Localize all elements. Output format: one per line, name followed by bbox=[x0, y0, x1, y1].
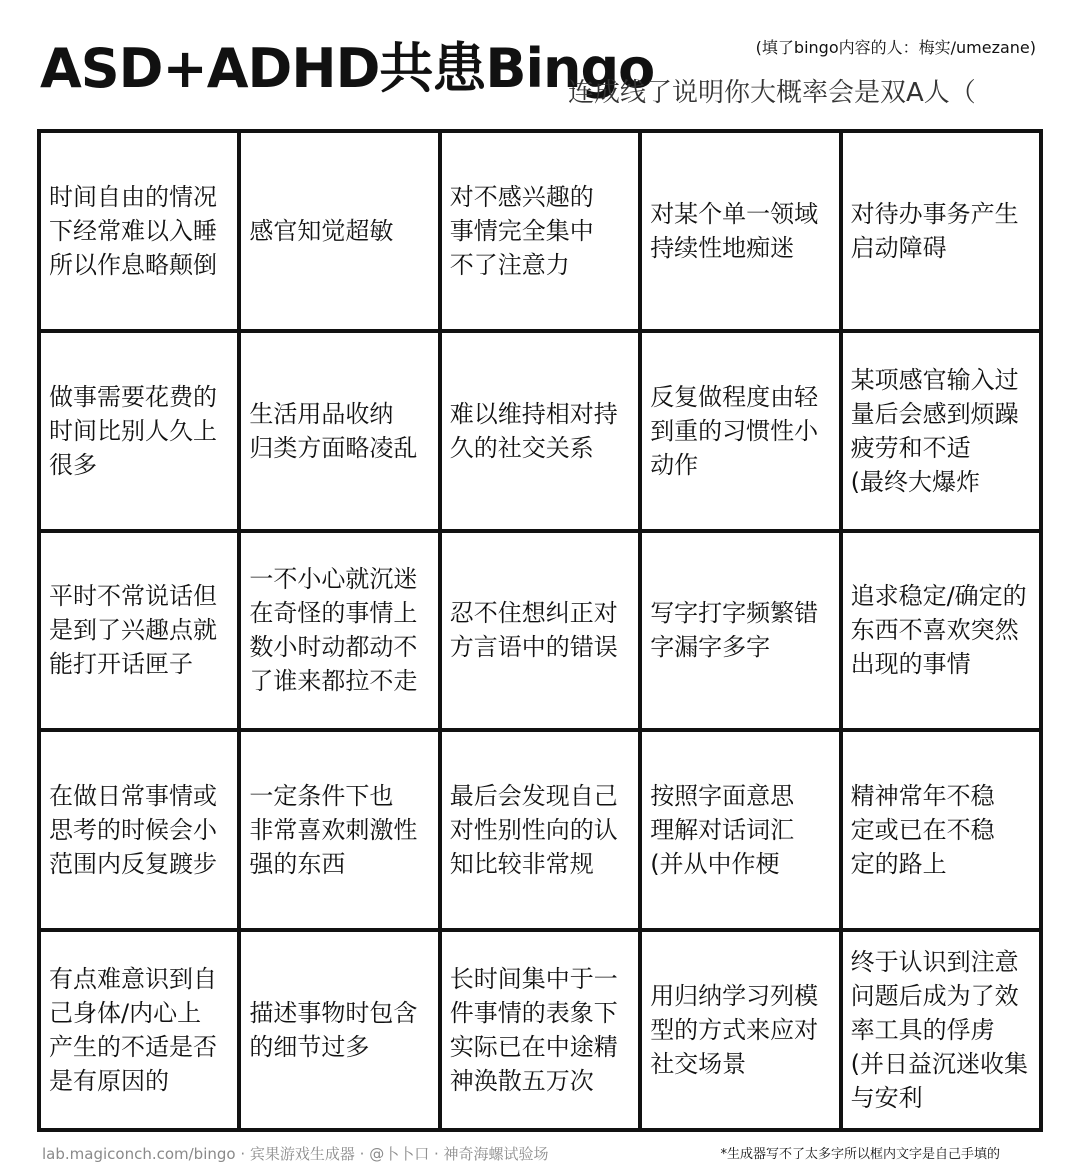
bingo-cell[interactable] bbox=[442, 333, 638, 529]
bingo-cell[interactable] bbox=[442, 932, 638, 1128]
bingo-cell-text: 生活用品收纳 归类方面略凌乱 bbox=[249, 399, 418, 462]
bingo-cell[interactable] bbox=[41, 333, 237, 529]
bingo-cell-text: 忍不住想纠正对 方言语中的错误 bbox=[449, 599, 618, 662]
bingo-cell[interactable] bbox=[642, 533, 838, 729]
bingo-cell[interactable] bbox=[241, 333, 437, 529]
bingo-cell-text: 在做日常事情或 思考的时候会小 范围内反复踱步 bbox=[49, 782, 217, 879]
bingo-cell[interactable] bbox=[241, 133, 437, 329]
bingo-cell[interactable] bbox=[843, 133, 1039, 329]
bingo-cell[interactable] bbox=[41, 533, 237, 729]
bingo-cell[interactable] bbox=[41, 732, 237, 928]
bingo-cell-text: 追求稳定/确定的 东西不喜欢突然 出现的事情 bbox=[850, 582, 1027, 679]
page-title: ASD+ADHD共患Bingo bbox=[40, 37, 655, 100]
bingo-cell-text: 对待办事务产生 启动障碍 bbox=[850, 199, 1019, 262]
bingo-cell-text: 难以维持相对持 久的社交关系 bbox=[449, 399, 618, 462]
bingo-cell-text: 最后会发现自己 对性别性向的认 知比较非常规 bbox=[449, 782, 618, 879]
bingo-cell-text: 某项感官输入过 量后会感到烦躁 疲劳和不适 (最终大爆炸 bbox=[850, 365, 1019, 496]
bingo-cell[interactable] bbox=[442, 533, 638, 729]
page-subtitle: 连成线了说明你大概率会是双A人（ bbox=[568, 78, 976, 108]
bingo-cell[interactable] bbox=[442, 732, 638, 928]
author-credit: (填了bingo内容的人：梅实/umezane) bbox=[755, 38, 1036, 57]
bingo-cell[interactable] bbox=[442, 133, 638, 329]
bingo-cell-text: 写字打字频繁错 字漏字多字 bbox=[650, 599, 819, 662]
bingo-cell[interactable] bbox=[41, 932, 237, 1128]
bingo-board bbox=[37, 129, 1043, 1132]
bingo-cell[interactable] bbox=[642, 333, 838, 529]
bingo-cell-text: 对不感兴趣的 事情完全集中 不了注意力 bbox=[449, 182, 594, 279]
bingo-cell-text: 用归纳学习列模 型的方式来应对 社交场景 bbox=[650, 982, 819, 1079]
bingo-cell-text: 终于认识到注意 问题后成为了效 率工具的俘虏 (并日益沉迷收集 与安利 bbox=[850, 948, 1028, 1113]
bingo-cell-text: 有点难意识到自 己身体/内心上 产生的不适是否 是有原因的 bbox=[49, 965, 217, 1096]
bingo-cell-text: 一不小心就沉迷 在奇怪的事情上 数小时动都动不 了谁来都拉不走 bbox=[249, 565, 418, 696]
bingo-cell-text: 描述事物时包含 的细节过多 bbox=[249, 999, 418, 1062]
bingo-cell-text: 一定条件下也 非常喜欢刺激性 强的东西 bbox=[249, 782, 418, 879]
bingo-cell-text: 长时间集中于一 件事情的表象下 实际已在中途精 神涣散五万次 bbox=[449, 965, 618, 1096]
bingo-cell-text: 精神常年不稳 定或已在不稳 定的路上 bbox=[850, 782, 995, 879]
bingo-cell[interactable] bbox=[642, 133, 838, 329]
bingo-cell[interactable] bbox=[241, 732, 437, 928]
bingo-cell-text: 对某个单一领域 持续性地痴迷 bbox=[650, 199, 819, 262]
bingo-cell[interactable] bbox=[843, 932, 1039, 1128]
bingo-cell[interactable] bbox=[642, 932, 838, 1128]
bingo-cell-text: 按照字面意思 理解对话词汇 (并从中作梗 bbox=[650, 782, 795, 879]
bingo-cell[interactable] bbox=[642, 732, 838, 928]
footer-note: *生成器写不了太多字所以框内文字是自己手填的 bbox=[720, 1147, 1000, 1162]
bingo-cell-text: 感官知觉超敏 bbox=[249, 216, 394, 245]
footer-source: lab.magiconch.com/bingo · 宾果游戏生成器 · @卜卜口 · 神奇海螺试验场 bbox=[42, 1145, 549, 1163]
bingo-cell[interactable] bbox=[241, 533, 437, 729]
bingo-cell[interactable] bbox=[843, 533, 1039, 729]
bingo-cell[interactable] bbox=[843, 732, 1039, 928]
bingo-cell[interactable] bbox=[41, 133, 237, 329]
bingo-cell-text: 反复做程度由轻 到重的习惯性小 动作 bbox=[650, 382, 819, 479]
bingo-cell[interactable] bbox=[241, 932, 437, 1128]
bingo-cell-text: 平时不常说话但 是到了兴趣点就 能打开话匣子 bbox=[49, 582, 217, 679]
bingo-cell-text: 时间自由的情况 下经常难以入睡 所以作息略颠倒 bbox=[49, 182, 217, 279]
bingo-cell-text: 做事需要花费的 时间比别人久上 很多 bbox=[49, 382, 217, 479]
bingo-cell[interactable] bbox=[843, 333, 1039, 529]
